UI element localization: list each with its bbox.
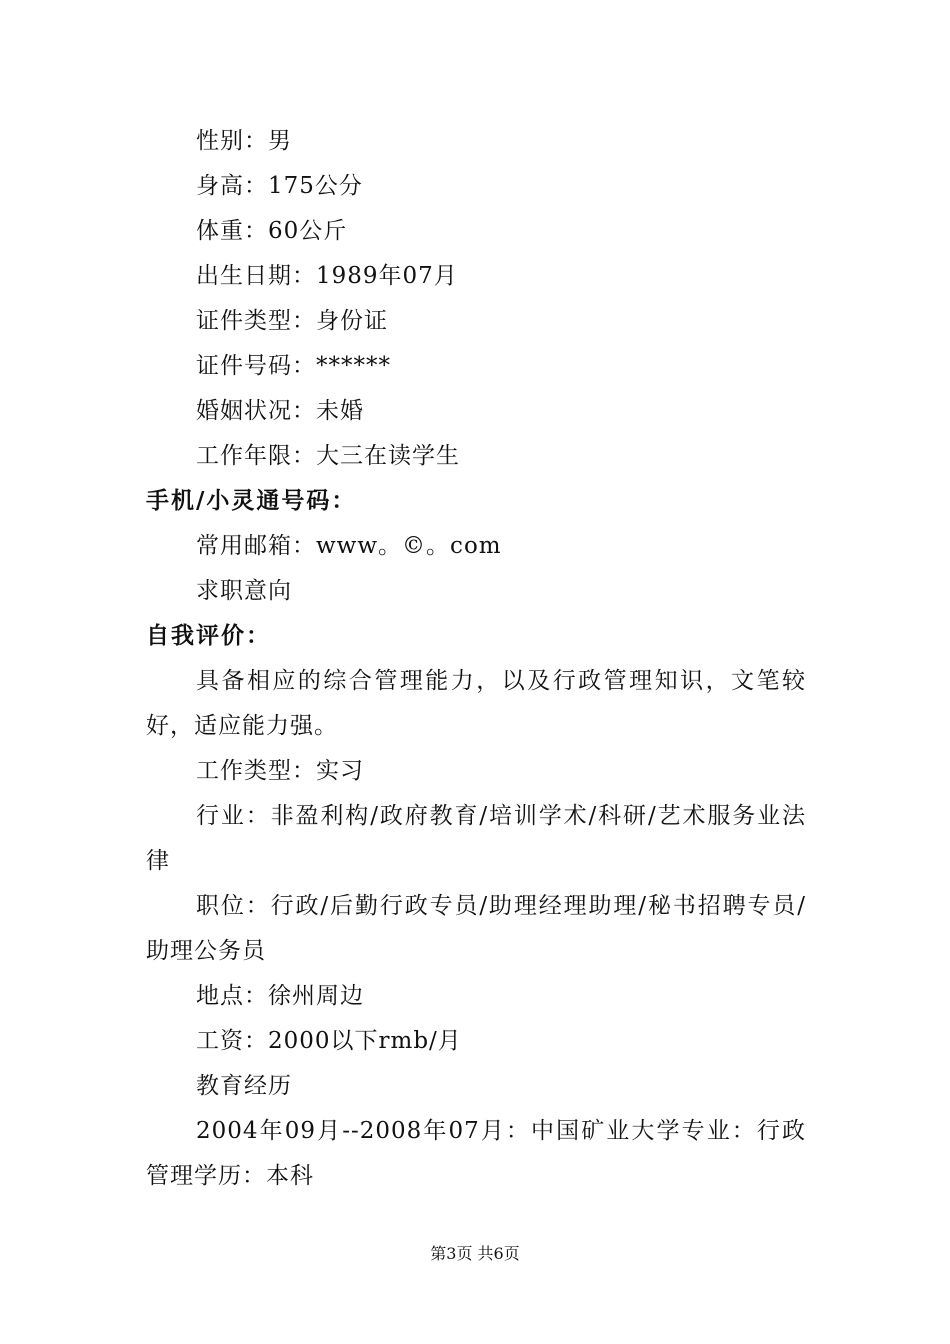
height-line: 身高：175公分 (196, 173, 363, 199)
position-paragraph: 职位：行政/后勤行政专员/助理经理助理/秘书招聘专员/助理公务员 (146, 893, 806, 964)
industry-paragraph: 行业：非盈利构/政府教育/培训学术/科研/艺术服务业法律 (146, 803, 806, 874)
self-evaluation-heading: 自我评价： (146, 623, 271, 649)
salary-line: 工资：2000以下rmb/月 (196, 1028, 462, 1054)
location-line: 地点：徐州周边 (196, 983, 364, 1009)
id-type-line: 证件类型：身份证 (196, 308, 388, 334)
weight-line: 体重：60公斤 (196, 218, 348, 244)
birth-date-line: 出生日期：1989年07月 (196, 263, 458, 289)
document-body (146, 119, 806, 1199)
self-evaluation-paragraph: 具备相应的综合管理能力，以及行政管理知识，文笔较好，适应能力强。 (146, 668, 806, 739)
phone-heading: 手机/小灵通号码： (146, 488, 357, 514)
email-line: 常用邮箱：www。©。com (196, 533, 502, 559)
education-heading: 教育经历 (196, 1073, 292, 1099)
education-entry-paragraph: 2004年09月--2008年07月：中国矿业大学专业：行政管理学历：本科 (146, 1118, 806, 1189)
id-number-line: 证件号码：****** (196, 353, 391, 379)
gender-line: 性别：男 (196, 128, 292, 154)
work-years-line: 工作年限：大三在读学生 (196, 443, 460, 469)
page-footer: 第3页 共6页 (430, 1244, 520, 1263)
job-type-line: 工作类型：实习 (196, 758, 364, 784)
job-intention-line: 求职意向 (196, 578, 292, 604)
marital-status-line: 婚姻状况：未婚 (196, 398, 364, 424)
